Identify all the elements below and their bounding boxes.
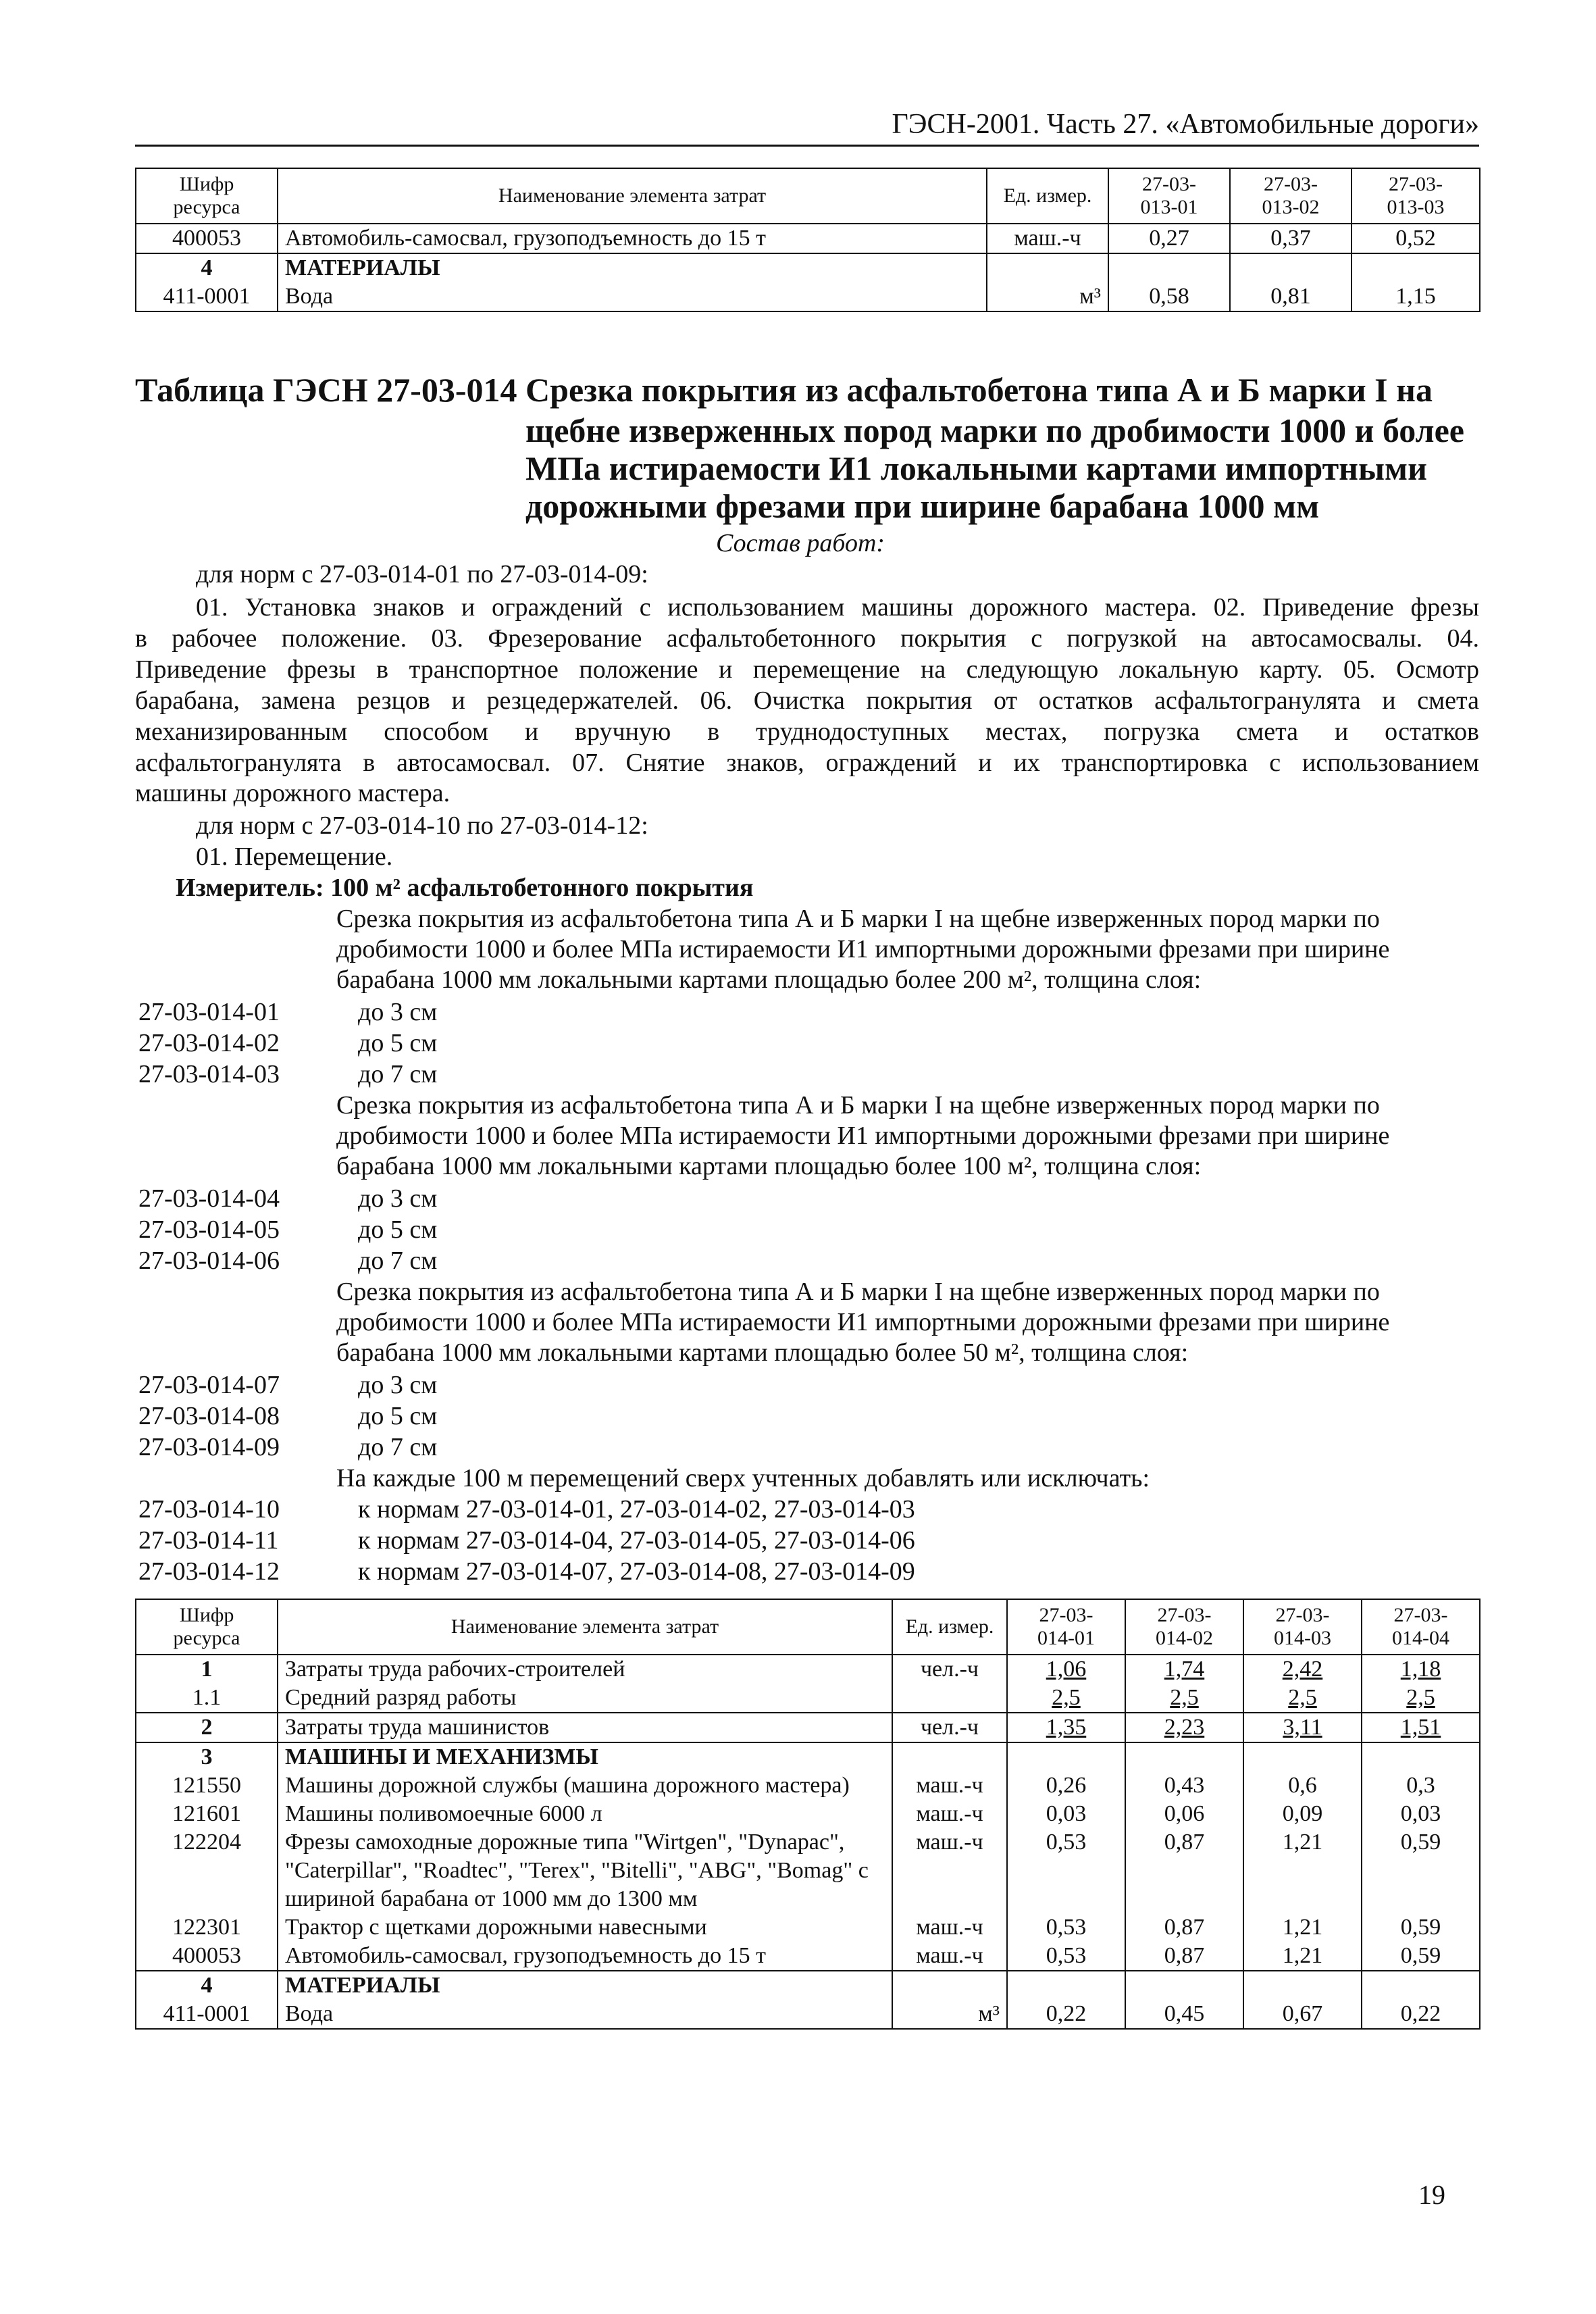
cell-unit: маш.-ч — [892, 1800, 1007, 1828]
desc-line: Срезка покрытия из асфальтобетона типа А и Б марки I на щебне изверженных пород марки по — [336, 1278, 1380, 1306]
cell-name: Затраты труда машинистов — [278, 1713, 892, 1742]
cell-value — [1007, 1742, 1125, 1771]
norm-4-l1: 27-03- — [1393, 1604, 1448, 1626]
cell-value: 0,37 — [1230, 224, 1352, 253]
table-row — [136, 1828, 1480, 1913]
table-row — [136, 224, 1480, 253]
cell-value: 0,87 — [1125, 1913, 1243, 1942]
col-header-code — [136, 1599, 278, 1655]
cell-value: 1,06 — [1007, 1655, 1125, 1684]
table-row — [136, 1684, 1480, 1713]
cell-value: 0,03 — [1007, 1800, 1125, 1828]
norm-1-l1: 27-03- — [1142, 173, 1196, 195]
work-line: механизированным способом и вручную в труднодоступных местах, погрузка смета и остатков — [135, 718, 1479, 746]
cell-value: 0,06 — [1125, 1800, 1243, 1828]
group-2-desc — [336, 1090, 1389, 1182]
col-header-unit: Ед. измер. — [892, 1599, 1007, 1655]
norm-value: до 7 см — [358, 1247, 438, 1275]
cell-value: 3,11 — [1243, 1713, 1362, 1742]
norm-2-l1: 27-03- — [1157, 1604, 1212, 1626]
running-header: ГЭСН-2001. Часть 27. «Автомобильные дороги» — [892, 109, 1479, 140]
norm-3-l2: 014-03 — [1274, 1627, 1331, 1649]
cell-name: Автомобиль-самосвал, грузоподъемность до 15 т — [278, 1942, 892, 1971]
cell-value: 0,67 — [1243, 2000, 1362, 2029]
col-header-norm-3 — [1352, 168, 1480, 224]
col-header-norm-1 — [1108, 168, 1230, 224]
work-line: в рабочее положение. 03. Фрезерование асфальтобетонного покрытия с погрузкой на автосамосвалы. 04. — [135, 624, 1479, 653]
cell-value: 1,35 — [1007, 1713, 1125, 1742]
group-3-desc — [336, 1277, 1389, 1368]
cell-value: 0,81 — [1230, 282, 1352, 311]
norm-code: 27-03-014-08 — [138, 1402, 280, 1430]
norm-3-l1: 27-03- — [1389, 173, 1443, 195]
work-line-last: машины дорожного мастера. — [135, 779, 451, 807]
col-header-code-l1: Шифр — [179, 1604, 234, 1626]
col-header-norm-1 — [1007, 1599, 1125, 1655]
cell-value: 1,15 — [1352, 282, 1480, 311]
norm-3-l1: 27-03- — [1275, 1604, 1330, 1626]
norm-code: 27-03-014-06 — [138, 1247, 280, 1275]
header-rule — [135, 145, 1479, 147]
cell-value: 0,6 — [1243, 1771, 1362, 1800]
work-heading: Состав работ: — [716, 529, 885, 557]
table-row — [136, 1942, 1480, 1971]
col-header-code — [136, 168, 278, 224]
desc-line: Срезка покрытия из асфальтобетона типа А и Б марки I на щебне изверженных пород марки по — [336, 905, 1380, 933]
cell-value: 1,21 — [1243, 1828, 1362, 1913]
group-1-desc — [336, 904, 1389, 995]
norm-value: до 7 см — [358, 1433, 438, 1461]
cell-code: 121601 — [136, 1800, 278, 1828]
norm-2-l1: 27-03- — [1264, 173, 1318, 195]
norm-value: до 5 см — [358, 1215, 438, 1244]
col-header-name: Наименование элемента затрат — [278, 168, 987, 224]
cell-name: Затраты труда рабочих-строителей — [278, 1655, 892, 1684]
norm-value: до 5 см — [358, 1029, 438, 1057]
norm-1-l2: 014-01 — [1037, 1627, 1095, 1649]
cell-value: 2,5 — [1007, 1684, 1125, 1713]
cell-value: 0,59 — [1362, 1913, 1480, 1942]
cell-unit — [892, 1684, 1007, 1713]
move-item: 01. Перемещение. — [196, 842, 393, 871]
cell-code: 122301 — [136, 1913, 278, 1942]
norm-code: 27-03-014-05 — [138, 1215, 280, 1244]
cell-name: Машины дорожной службы (машина дорожного мастера) — [278, 1771, 892, 1800]
table-row — [136, 253, 1480, 282]
norm-value: к нормам 27-03-014-01, 27-03-014-02, 27-03-014-03 — [358, 1495, 915, 1524]
cell-value — [1352, 253, 1480, 282]
norm-value: до 5 см — [358, 1402, 438, 1430]
col-header-norm-2 — [1230, 168, 1352, 224]
norm-2-l2: 013-02 — [1262, 196, 1320, 218]
table-row — [136, 1655, 1480, 1684]
cell-code: 121550 — [136, 1771, 278, 1800]
norm-value: до 3 см — [358, 1371, 438, 1399]
norm-value: к нормам 27-03-014-07, 27-03-014-08, 27-03-014-09 — [358, 1557, 915, 1586]
cell-code: 400053 — [136, 1942, 278, 1971]
norm-value: до 3 см — [358, 998, 438, 1026]
cell-value: 2,5 — [1243, 1684, 1362, 1713]
cell-value: 0,03 — [1362, 1800, 1480, 1828]
cell-value: 2,23 — [1125, 1713, 1243, 1742]
col-header-code-l1: Шифр — [179, 173, 234, 195]
cell-value: 0,58 — [1108, 282, 1230, 311]
norms-range-1: для норм с 27-03-014-01 по 27-03-014-09: — [196, 560, 648, 588]
cell-unit: маш.-ч — [987, 224, 1108, 253]
cell-value: 2,5 — [1362, 1684, 1480, 1713]
table-header-row — [136, 168, 1480, 224]
desc-line: дробимости 1000 и более МПа истираемости И1 импортными дорожными фрезами при ширине — [336, 1308, 1390, 1336]
cell-unit: чел.-ч — [892, 1655, 1007, 1684]
cell-code: 2 — [136, 1713, 278, 1742]
cell-value — [1362, 1971, 1480, 2000]
cell-value: 0,27 — [1108, 224, 1230, 253]
cell-value: 2,42 — [1243, 1655, 1362, 1684]
page-number: 19 — [1418, 2180, 1445, 2210]
table-title-line-1: Таблица ГЭСН 27-03-014 Срезка покрытия из асфальтобетона типа А и Б марки I на — [135, 371, 1433, 409]
cell-code: 4 — [136, 1971, 278, 2000]
cell-value: 0,22 — [1362, 2000, 1480, 2029]
norm-code: 27-03-014-04 — [138, 1184, 280, 1213]
work-line: 01. Установка знаков и ограждений с использованием машины дорожного мастера. 02. Приведение фрезы — [196, 593, 1479, 622]
cell-value: 1,51 — [1362, 1713, 1480, 1742]
cell-value — [1362, 1742, 1480, 1771]
cell-unit: маш.-ч — [892, 1828, 1007, 1913]
norm-2-l2: 014-02 — [1156, 1627, 1213, 1649]
cell-section: МАТЕРИАЛЫ — [278, 253, 987, 282]
cell-value: 1,21 — [1243, 1913, 1362, 1942]
cell-name: Средний разряд работы — [278, 1684, 892, 1713]
cell-value — [1243, 1742, 1362, 1771]
cell-value: 0,3 — [1362, 1771, 1480, 1800]
work-line: асфальтогранулята в автосамосвал. 07. Снятие знаков, ограждений и их транспортировка с использованием — [135, 749, 1479, 777]
cell-value — [1243, 1971, 1362, 2000]
cell-code: 4 — [136, 253, 278, 282]
cell-code: 3 — [136, 1742, 278, 1771]
norm-1-l1: 27-03- — [1039, 1604, 1093, 1626]
table-row — [136, 1971, 1480, 2000]
measure-unit: Измеритель: 100 м² асфальтобетонного покрытия — [176, 874, 754, 902]
desc-line: дробимости 1000 и более МПа истираемости И1 импортными дорожными фрезами при ширине — [336, 935, 1390, 963]
cell-value — [1007, 1971, 1125, 2000]
table-row — [136, 2000, 1480, 2029]
cell-unit — [987, 253, 1108, 282]
table-title-line-4: дорожными фрезами при ширине барабана 1000 мм — [525, 487, 1320, 525]
norm-value: до 7 см — [358, 1060, 438, 1088]
cell-value: 0,45 — [1125, 2000, 1243, 2029]
cost-table-013 — [135, 168, 1481, 312]
cell-name: Автомобиль-самосвал, грузоподъемность до 15 т — [278, 224, 987, 253]
desc-line: барабана 1000 мм локальными картами площадью более 50 м², толщина слоя: — [336, 1338, 1189, 1367]
cell-code: 411-0001 — [136, 2000, 278, 2029]
cell-value — [1108, 253, 1230, 282]
norm-value: до 3 см — [358, 1184, 438, 1213]
col-header-norm-2 — [1125, 1599, 1243, 1655]
cell-value: 0,43 — [1125, 1771, 1243, 1800]
cell-value: 1,18 — [1362, 1655, 1480, 1684]
cell-name: Трактор с щетками дорожными навесными — [278, 1913, 892, 1942]
norm-code: 27-03-014-01 — [138, 998, 280, 1026]
cell-value: 0,22 — [1007, 2000, 1125, 2029]
norm-code: 27-03-014-07 — [138, 1371, 280, 1399]
cell-value — [1125, 1971, 1243, 2000]
norm-3-l2: 013-03 — [1387, 196, 1445, 218]
desc-line: барабана 1000 мм локальными картами площадью более 200 м², толщина слоя: — [336, 965, 1202, 994]
table-row — [136, 1713, 1480, 1742]
cell-name: Фрезы самоходные дорожные типа "Wirtgen", "Dynapac", "Caterpillar", "Roadtec", "Terex", "Bitelli", "ABG", "Bomag" с шириной барабана от 1000 мм до 1300 мм — [278, 1828, 892, 1913]
desc-line: Срезка покрытия из асфальтобетона типа А и Б марки I на щебне изверженных пород марки по — [336, 1091, 1380, 1120]
cell-value: 1,74 — [1125, 1655, 1243, 1684]
cell-value: 0,59 — [1362, 1942, 1480, 1971]
norms-range-2: для норм с 27-03-014-10 по 27-03-014-12: — [196, 811, 648, 840]
table-title-line-3: МПа истираемости И1 локальными картами импортными — [525, 449, 1427, 487]
cell-code: 400053 — [136, 224, 278, 253]
table-row — [136, 1800, 1480, 1828]
cell-unit: м³ — [987, 282, 1108, 311]
norm-1-l2: 013-01 — [1140, 196, 1198, 218]
cell-value: 0,59 — [1362, 1828, 1480, 1913]
work-line: Приведение фрезы в транспортное положение и перемещение на следующую локальную карту. 05. Осмотр — [135, 655, 1479, 684]
norm-code: 27-03-014-09 — [138, 1433, 280, 1461]
col-header-unit: Ед. измер. — [987, 168, 1108, 224]
cell-code: 1.1 — [136, 1684, 278, 1713]
cell-value — [1230, 253, 1352, 282]
group-4-desc: На каждые 100 м перемещений сверх учтенных добавлять или исключать: — [336, 1464, 1150, 1492]
cell-value: 0,53 — [1007, 1942, 1125, 1971]
cell-unit: маш.-ч — [892, 1771, 1007, 1800]
cell-value: 0,26 — [1007, 1771, 1125, 1800]
cell-code: 1 — [136, 1655, 278, 1684]
cell-value: 0,87 — [1125, 1942, 1243, 1971]
cell-unit — [892, 1742, 1007, 1771]
col-header-code-l2: ресурса — [173, 1627, 240, 1649]
cell-code: 411-0001 — [136, 282, 278, 311]
col-header-code-l2: ресурса — [173, 196, 240, 218]
cell-value — [1125, 1742, 1243, 1771]
cell-value: 0,52 — [1352, 224, 1480, 253]
norm-value: к нормам 27-03-014-04, 27-03-014-05, 27-03-014-06 — [358, 1526, 915, 1555]
norm-code: 27-03-014-02 — [138, 1029, 280, 1057]
table-row — [136, 1742, 1480, 1771]
cell-value: 0,87 — [1125, 1828, 1243, 1913]
cell-code: 122204 — [136, 1828, 278, 1913]
desc-line: барабана 1000 мм локальными картами площадью более 100 м², толщина слоя: — [336, 1152, 1202, 1180]
norm-code: 27-03-014-03 — [138, 1060, 280, 1088]
cell-value: 0,09 — [1243, 1800, 1362, 1828]
col-header-norm-4 — [1362, 1599, 1480, 1655]
table-row — [136, 1913, 1480, 1942]
norm-code: 27-03-014-10 — [138, 1495, 280, 1524]
cell-value: 0,53 — [1007, 1828, 1125, 1913]
norm-code: 27-03-014-11 — [138, 1526, 279, 1555]
cell-name: Машины поливомоечные 6000 л — [278, 1800, 892, 1828]
cell-name: МАШИНЫ И МЕХАНИЗМЫ — [278, 1742, 892, 1771]
work-line: барабана, замена резцов и резцедержателей. 06. Очистка покрытия от остатков асфальтогранулята и смета — [135, 686, 1479, 715]
cell-name: Вода — [278, 282, 987, 311]
cell-unit: чел.-ч — [892, 1713, 1007, 1742]
cost-table-014-body — [136, 1655, 1480, 2029]
col-header-name: Наименование элемента затрат — [278, 1599, 892, 1655]
norm-4-l2: 014-04 — [1392, 1627, 1449, 1649]
table-title-line-2: щебне изверженных пород марки по дробимости 1000 и более — [525, 411, 1464, 449]
cell-value: 0,53 — [1007, 1913, 1125, 1942]
desc-line: дробимости 1000 и более МПа истираемости И1 импортными дорожными фрезами при ширине — [336, 1122, 1390, 1150]
cell-name: МАТЕРИАЛЫ — [278, 1971, 892, 2000]
table-row — [136, 1771, 1480, 1800]
cost-table-014 — [135, 1599, 1481, 2030]
work-description — [135, 592, 1479, 809]
cell-name: Вода — [278, 2000, 892, 2029]
norm-code: 27-03-014-12 — [138, 1557, 280, 1586]
table-row — [136, 282, 1480, 311]
cell-value: 2,5 — [1125, 1684, 1243, 1713]
table-header-row — [136, 1599, 1480, 1655]
cell-unit: маш.-ч — [892, 1913, 1007, 1942]
cell-unit: м³ — [892, 2000, 1007, 2029]
cell-unit — [892, 1971, 1007, 2000]
col-header-norm-3 — [1243, 1599, 1362, 1655]
cell-value: 1,21 — [1243, 1942, 1362, 1971]
cell-unit: маш.-ч — [892, 1942, 1007, 1971]
